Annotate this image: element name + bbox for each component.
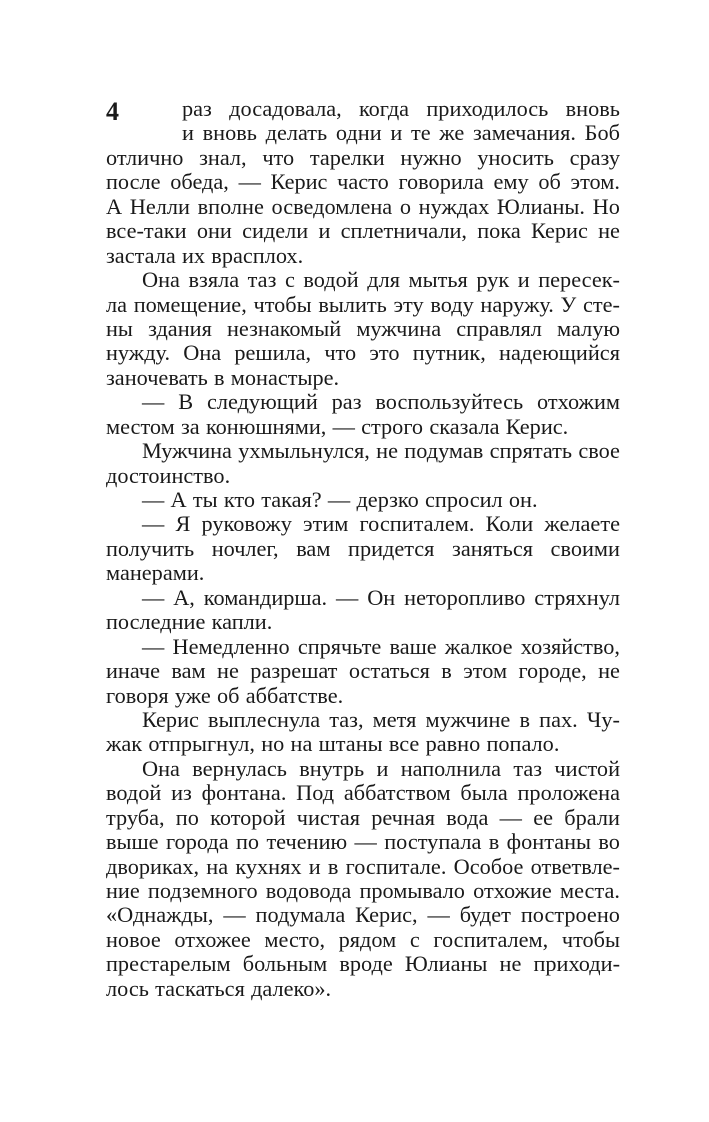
text-line: иначе вам не разрешат остаться в этом городе, не: [106, 658, 620, 684]
text-line: престарелым больным вроде Юлианы не приходи-: [106, 951, 620, 977]
text-line: отлично знал, что тарелки нужно уносить сразу: [106, 144, 620, 170]
text-line: нужду. Она решила, что это путник, надеющийся: [106, 340, 620, 366]
text-line: Керис выплеснула таз, метя мужчине в пах. Чу-: [142, 706, 620, 732]
text-line: последние капли.: [106, 609, 273, 635]
text-line: ла помещение, чтобы вылить эту воду наружу. У сте-: [106, 291, 620, 317]
text-line: «Однажды, — подумала Керис, — будет построено: [106, 902, 620, 928]
text-line: труба, по которой чистая речная вода — ее брали: [106, 804, 620, 830]
text-line: местом за конюшнями, — строго сказала Керис.: [106, 413, 569, 439]
text-line: застала их врасплох.: [106, 242, 304, 268]
text-line: достоинство.: [106, 462, 231, 488]
text-line: — Немедленно спрячьте ваше жалкое хозяйство,: [142, 633, 620, 659]
text-line: водой из фонтана. Под аббатством была проложена: [106, 780, 620, 806]
text-line: раз досадовала, когда приходилось вновь: [182, 96, 620, 121]
text-line: новое отхожее место, рядом с госпиталем, чтобы: [106, 926, 620, 952]
text-line: двориках, на кухнях и в госпитале. Особое ответвле-: [106, 853, 620, 879]
text-line: — А, командирша. — Он неторопливо стряхнул: [142, 584, 620, 610]
text-line: говоря уже об аббатстве.: [106, 682, 344, 708]
text-line: выше города по течению — поступала в фонтаны во: [106, 829, 620, 855]
text-line: получить ночлег, вам придется заняться своими: [106, 535, 620, 561]
text-line: А Нелли вполне осведомлена о нуждах Юлианы. Но: [106, 193, 620, 219]
text-line: манерами.: [106, 560, 205, 586]
text-line: — Я руковожу этим госпиталем. Коли желаете: [142, 511, 620, 537]
text-line: заночевать в монастыре.: [106, 364, 340, 390]
page-number: 4: [106, 97, 119, 126]
text-line: после обеда, — Керис часто говорила ему об этом.: [106, 169, 620, 195]
text-line: и вновь делать одни и те же замечания. Боб: [182, 120, 620, 146]
page-body: [106, 97, 620, 1001]
text-line: жак отпрыгнул, но на штаны все равно попало.: [106, 731, 560, 757]
text-line: — В следующий раз воспользуйтесь отхожим: [142, 389, 620, 415]
text-line: Она вернулась внутрь и наполнила таз чистой: [142, 755, 620, 781]
text-line: все-таки они сидели и сплетничали, пока Керис не: [106, 218, 620, 244]
text-line: — А ты кто такая? — дерзко спросил он.: [142, 487, 538, 512]
text-line: ние подземного водовода промывало отхожие места.: [106, 878, 620, 903]
text-line: ны здания незнакомый мужчина справлял малую: [106, 315, 620, 341]
text-line: лось таскаться далеко».: [106, 975, 332, 1001]
text-line: Мужчина ухмыльнулся, не подумав спрятать свое: [142, 438, 620, 464]
text-line: Она взяла таз с водой для мытья рук и пересек-: [142, 267, 620, 293]
